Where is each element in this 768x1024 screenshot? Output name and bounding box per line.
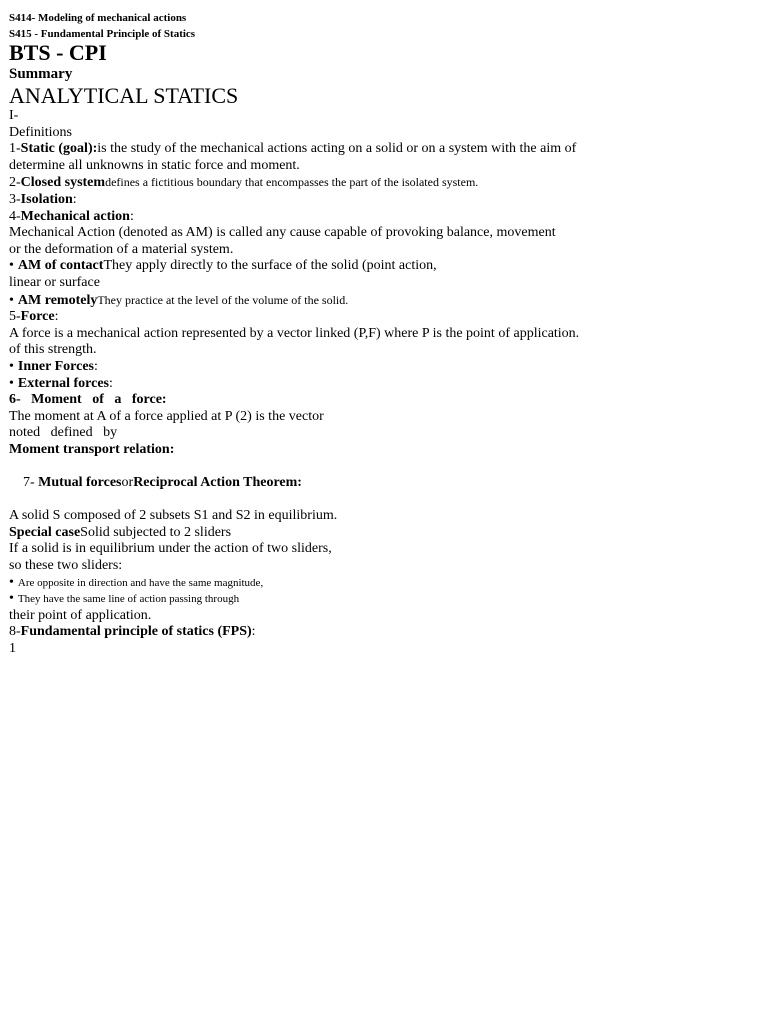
header-line-1: S414- Modeling of mechanical actions xyxy=(9,12,187,24)
force-text-2: of this strength. xyxy=(9,342,97,358)
bullet-icon: • xyxy=(9,258,14,274)
bullet-icon: • xyxy=(9,375,14,391)
bullet-term: AM remotely xyxy=(17,292,98,308)
definition-mechanical-action xyxy=(9,209,749,226)
definition-static-continued: determine all unknowns in static force and moment. xyxy=(9,157,300,173)
section-number: I- xyxy=(9,108,19,123)
bullet-am-contact xyxy=(9,258,749,275)
bullet-icon: • xyxy=(9,292,14,308)
colon: : xyxy=(54,309,59,325)
definition-text: is the study of the mechanical actions acting on a solid or on a system with the aim of xyxy=(97,141,577,157)
definition-force xyxy=(9,309,749,326)
definition-number: 1- xyxy=(9,141,21,157)
definition-number: 5- xyxy=(9,309,21,325)
bullet-text: They practice at the level of the volume of the solid. xyxy=(97,292,349,307)
definition-term: Mechanical action xyxy=(20,208,130,224)
definition-term-2: Reciprocal Action Theorem: xyxy=(133,475,302,491)
document-page xyxy=(9,10,749,658)
colon: : xyxy=(94,358,98,374)
definition-term: Mutual forces xyxy=(38,475,122,491)
bullet-icon: • xyxy=(9,591,14,607)
definition-mutual-forces xyxy=(9,458,749,508)
bullet-slider-2 xyxy=(9,591,749,608)
moment-transport-relation: Moment transport relation: xyxy=(9,441,175,457)
bullet-icon: • xyxy=(9,358,14,374)
definition-fps xyxy=(9,624,749,641)
moment-heading: 6- Moment of a force: xyxy=(9,392,167,408)
mechanical-action-text-1: Mechanical Action (denoted as AM) is called any cause capable of provoking balance, movement xyxy=(9,225,556,241)
course-title: BTS - CPI xyxy=(9,40,107,65)
bullet-am-remotely xyxy=(9,292,749,310)
bullet-text: They apply directly to the surface of the solid (point action, xyxy=(103,258,437,274)
slider-text-continued: their point of application. xyxy=(9,607,152,623)
bullet-text: They have the same line of action passing through xyxy=(17,593,240,606)
special-case-text: Solid subjected to 2 sliders xyxy=(80,524,232,540)
special-case-term: Special case xyxy=(9,524,81,540)
equilibrium-text-1: If a solid is in equilibrium under the action of two sliders, xyxy=(9,541,332,557)
definition-term: Isolation xyxy=(20,191,73,207)
colon: : xyxy=(129,208,134,224)
moment-text-1: The moment at A of a force applied at P (2) is the vector xyxy=(9,408,324,424)
definition-term: Fundamental principle of statics (FPS) xyxy=(20,624,252,640)
definition-static xyxy=(9,141,749,158)
definition-number: 8- xyxy=(9,624,21,640)
mutual-forces-text: A solid S composed of 2 subsets S1 and S2 in equilibrium. xyxy=(9,508,338,524)
definition-term: Static (goal): xyxy=(20,141,98,157)
equilibrium-text-2: so these two sliders: xyxy=(9,558,123,574)
mechanical-action-text-2: or the deformation of a material system. xyxy=(9,241,234,257)
definition-number: 4- xyxy=(9,208,21,224)
force-text-1: A force is a mechanical action represented by a vector linked (P,F) where P is the point of application. xyxy=(9,325,580,341)
bullet-term: AM of contact xyxy=(17,258,104,274)
colon: : xyxy=(109,375,113,391)
bullet-term: External forces xyxy=(17,375,110,391)
definition-text: defines a fictitious boundary that encompasses the part of the isolated system. xyxy=(105,175,479,190)
definition-term: Force xyxy=(20,309,55,325)
moment-text-2: noted defined by xyxy=(9,425,118,441)
bullet-term: Inner Forces xyxy=(17,358,94,374)
bullet-inner-forces xyxy=(9,359,749,376)
colon: : xyxy=(72,191,77,207)
definition-term: Closed system xyxy=(20,175,106,191)
definition-number: 3- xyxy=(9,191,21,207)
definition-number: 7- xyxy=(23,475,39,491)
bullet-text: Are opposite in direction and have the same magnitude, xyxy=(17,576,264,589)
bullet-external-forces xyxy=(9,376,749,393)
page-number: 1 xyxy=(9,641,16,656)
header-line-2: S415 - Fundamental Principle of Statics xyxy=(9,28,196,40)
bullet-slider-1 xyxy=(9,575,749,592)
document-title: ANALYTICAL STATICS xyxy=(9,83,239,108)
definition-number: 2- xyxy=(9,175,21,191)
summary-label: Summary xyxy=(9,66,73,82)
bullet-icon: • xyxy=(9,574,14,590)
am-contact-continued: linear or surface xyxy=(9,274,100,290)
connector-text: or xyxy=(121,475,134,491)
definition-closed-system xyxy=(9,174,749,192)
special-case xyxy=(9,525,749,542)
section-title: Definitions xyxy=(9,124,72,140)
definition-isolation xyxy=(9,192,749,209)
colon: : xyxy=(251,624,256,640)
